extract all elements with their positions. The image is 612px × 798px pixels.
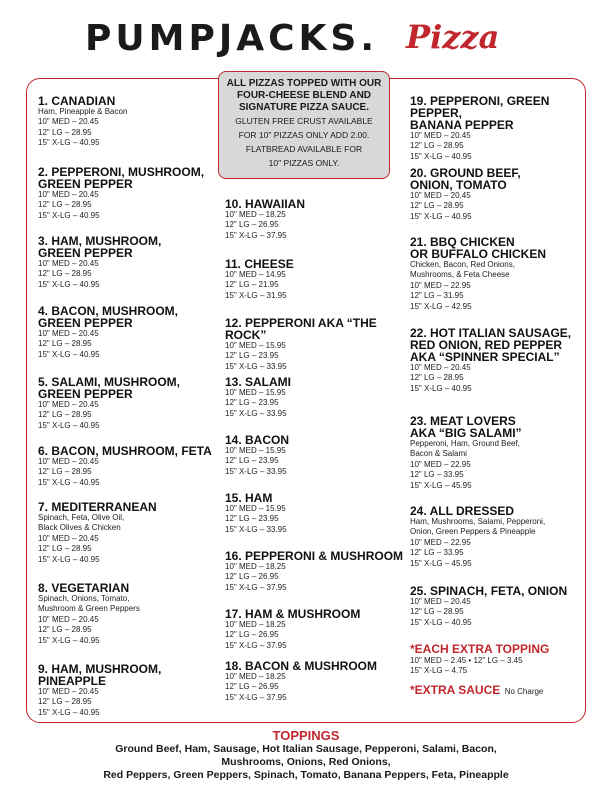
notice-head-line: ALL PIZZAS TOPPED WITH OUR [226, 78, 382, 89]
menu-item-price: 10" MED – 18.25 [225, 620, 286, 629]
extras-block [410, 643, 600, 697]
menu-item-price: 15" X-LG – 37.95 [225, 640, 287, 650]
menu-item-name: 20. GROUND BEEF, [410, 166, 521, 180]
menu-item-name: OR BUFFALO CHICKEN [410, 247, 546, 261]
menu-item-price: 15" X-LG – 40.95 [38, 554, 100, 564]
menu-item-description: Black Olives & Chicken [38, 523, 121, 533]
menu-item-name: 21. BBQ CHICKEN [410, 235, 515, 249]
menu-item [410, 236, 590, 312]
menu-item [38, 445, 218, 488]
menu-item-price: 12" LG – 26.95 [225, 572, 279, 582]
notice-line: 10" PIZZAS ONLY. [268, 158, 340, 168]
menu-item-name: BANANA PEPPER [410, 118, 514, 132]
menu-item [225, 198, 405, 241]
menu-item-price: 12" LG – 28.95 [38, 544, 92, 554]
menu-item [38, 166, 218, 221]
menu-item-name: 7. MEDITERRANEAN [38, 500, 157, 514]
menu-item-name: 14. BACON [225, 433, 290, 447]
menu-item-price: 15" X-LG – 40.95 [38, 279, 100, 289]
menu-item-price: 12" LG – 28.95 [38, 467, 92, 477]
menu-item-price: 15" X-LG – 37.95 [225, 582, 287, 592]
brand-wordmark: PUMPJACKS. [85, 18, 379, 59]
notice-line: FLATBREAD AVAILABLE FOR [245, 144, 363, 154]
menu-item-price: 10" MED – 22.95 [410, 537, 471, 547]
menu-item-price: 15" X-LG – 45.95 [410, 558, 472, 568]
menu-item-price: 10" MED – 22.95 [410, 459, 471, 469]
extra-topping-price: 15" X-LG – 4.75 [410, 666, 468, 676]
menu-item-price: 12" LG – 26.95 [225, 220, 279, 230]
menu-item-name: 11. CHEESE [225, 257, 294, 271]
menu-item-price: 10" MED – 18.25 [225, 562, 286, 571]
toppings-section [0, 728, 612, 782]
notice-line: FOR 10" PIZZAS ONLY ADD 2.00. [238, 130, 370, 140]
menu-item-name: 1. CANADIAN [38, 94, 116, 108]
menu-item [38, 376, 218, 431]
menu-item-price: 15" X-LG – 40.95 [410, 151, 472, 161]
menu-item-price: 12" LG – 33.95 [410, 470, 464, 480]
menu-item-price: 12" LG – 23.95 [225, 514, 279, 524]
menu-item-name: 23. MEAT LOVERS [410, 414, 516, 428]
menu-item [38, 305, 218, 360]
notice-head-line: SIGNATURE PIZZA SAUCE. [238, 102, 369, 113]
menu-item-name: 2. PEPPERONI, MUSHROOM, [38, 165, 205, 179]
menu-item-name: RED ONION, RED PEPPER [410, 338, 563, 352]
menu-item [225, 258, 405, 301]
menu-item-description: Mushroom & Green Peppers [38, 604, 140, 614]
menu-item [410, 327, 590, 394]
menu-item [225, 317, 405, 372]
menu-item-price: 10" MED – 15.95 [225, 504, 286, 513]
menu-item-price: 12" LG – 28.95 [38, 127, 92, 137]
menu-item [410, 415, 590, 491]
menu-item-name: 25. SPINACH, FETA, ONION [410, 584, 568, 598]
menu-item [410, 95, 590, 162]
menu-item-price: 10" MED – 15.95 [225, 388, 286, 397]
menu-item-description: Spinach, Onions, Tomato, [38, 594, 130, 603]
menu-item-description: Ham, Pineapple & Bacon [38, 107, 128, 116]
brand-script-pizza: Pizza [406, 18, 500, 56]
menu-item-price: 12" LG – 23.95 [225, 351, 279, 361]
menu-item-price: 12" LG – 28.95 [410, 373, 464, 383]
menu-item-name: 5. SALAMI, MUSHROOM, [38, 375, 181, 389]
menu-item-price: 10" MED – 14.95 [225, 270, 286, 279]
extra-sauce-title: *EXTRA SAUCE [410, 682, 501, 697]
menu-item-price: 10" MED – 20.45 [38, 329, 99, 338]
menu-item-price: 10" MED – 20.45 [410, 363, 471, 372]
pizza-notice-box [218, 71, 390, 179]
menu-item-price: 15" X-LG – 40.95 [410, 617, 472, 627]
menu-item-name: 6. BACON, MUSHROOM, FETA [38, 444, 212, 458]
menu-item [225, 492, 405, 535]
menu-item [410, 585, 590, 628]
menu-header [0, 0, 612, 80]
menu-item-price: 10" MED – 20.45 [38, 457, 99, 466]
menu-item-price: 10" MED – 18.25 [225, 210, 286, 219]
menu-item-price: 15" X-LG – 33.95 [225, 408, 287, 418]
menu-item-name: 24. ALL DRESSED [410, 504, 515, 518]
menu-item-price: 10" MED – 22.95 [410, 280, 471, 290]
menu-item-name: GREEN PEPPER [38, 387, 133, 401]
menu-item-price: 12" LG – 26.95 [225, 630, 279, 640]
menu-item-price: 12" LG – 28.95 [38, 200, 92, 210]
menu-item-name: 8. VEGETARIAN [38, 581, 130, 595]
extra-sauce-line [410, 683, 600, 697]
menu-item-name: 13. SALAMI [225, 375, 292, 389]
menu-item-name: GREEN PEPPER [38, 316, 133, 330]
toppings-line: Mushrooms, Onions, Red Onions, [221, 756, 391, 768]
menu-item [225, 660, 405, 703]
menu-item-price: 15" X-LG – 40.95 [38, 477, 100, 487]
extra-topping-title: *EACH EXTRA TOPPING [410, 642, 550, 656]
menu-item-price: 12" LG – 28.95 [410, 201, 464, 211]
menu-item-name: 16. PEPPERONI & MUSHROOM [225, 549, 404, 563]
menu-item-description: Onion, Green Peppers & Pineapple [410, 527, 536, 537]
toppings-line: Red Peppers, Green Peppers, Spinach, Tomato, Banana Peppers, Feta, Pineapple [103, 769, 509, 781]
menu-item-price: 12" LG – 28.95 [38, 269, 92, 279]
menu-item-price: 10" MED – 20.45 [38, 259, 99, 268]
menu-item [225, 434, 405, 477]
menu-item-price: 10" MED – 15.95 [225, 341, 286, 350]
menu-item-price: 10" MED – 20.45 [38, 687, 99, 696]
menu-item [410, 167, 590, 222]
menu-item-price: 10" MED – 20.45 [410, 597, 471, 606]
menu-item-price: 15" X-LG – 31.95 [225, 290, 287, 300]
menu-item-price: 10" MED – 18.25 [225, 672, 286, 681]
menu-item [38, 95, 218, 149]
menu-item-price: 12" LG – 23.95 [225, 456, 279, 466]
menu-item-price: 12" LG – 23.95 [225, 398, 279, 408]
menu-item [225, 550, 405, 593]
menu-item-name: PINEAPPLE [38, 674, 107, 688]
menu-item-name: GREEN PEPPER [38, 246, 133, 260]
menu-item-price: 15" X-LG – 42.95 [410, 301, 472, 311]
menu-item-price: 15" X-LG – 40.95 [410, 211, 472, 221]
menu-item [38, 663, 218, 718]
menu-item [225, 376, 405, 419]
menu-item-price: 12" LG – 28.95 [38, 410, 92, 420]
menu-item [225, 608, 405, 651]
menu-item-name: 15. HAM [225, 491, 273, 505]
toppings-title: TOPPINGS [272, 728, 340, 743]
menu-item-price: 10" MED – 15.95 [225, 446, 286, 455]
menu-item-price: 10" MED – 20.45 [38, 533, 99, 543]
menu-item-price: 15" X-LG – 40.95 [410, 383, 472, 393]
menu-item-name: 18. BACON & MUSHROOM [225, 659, 378, 673]
extra-topping-price: 10" MED – 2.45 • 12" LG – 3.45 [410, 656, 523, 665]
menu-item-name: GREEN PEPPER [38, 177, 133, 191]
menu-item-price: 12" LG – 28.95 [38, 697, 92, 707]
menu-item-name: ONION, TOMATO [410, 178, 507, 192]
menu-item-price: 10" MED – 20.45 [38, 400, 99, 409]
menu-item-price: 12" LG – 28.95 [38, 339, 92, 349]
notice-line: GLUTEN FREE CRUST AVAILABLE [235, 116, 373, 126]
menu-item-price: 15" X-LG – 40.95 [38, 349, 100, 359]
menu-item-price: 12" LG – 26.95 [225, 682, 279, 692]
menu-item-price: 10" MED – 20.45 [410, 131, 471, 140]
menu-item-name: 4. BACON, MUSHROOM, [38, 304, 179, 318]
menu-item-price: 15" X-LG – 33.95 [225, 524, 287, 534]
menu-item [410, 505, 590, 569]
menu-item-name: 12. PEPPERONI AKA “THE ROCK” [225, 316, 377, 342]
extra-sauce-price: No Charge [504, 686, 544, 696]
menu-item-price: 15" X-LG – 40.95 [38, 210, 100, 220]
menu-item-description: Mushrooms, & Feta Cheese [410, 270, 510, 280]
menu-item-name: 10. HAWAIIAN [225, 197, 306, 211]
menu-item-price: 12" LG – 21.95 [225, 280, 279, 290]
menu-item-name: 19. PEPPERONI, GREEN PEPPER, [410, 94, 550, 120]
menu-item-price: 15" X-LG – 40.95 [38, 138, 100, 148]
toppings-line: Ground Beef, Ham, Sausage, Hot Italian Sausage, Pepperoni, Salami, Bacon, [115, 743, 497, 755]
menu-item-name: 17. HAM & MUSHROOM [225, 607, 361, 621]
menu-item-name: 9. HAM, MUSHROOM, [38, 662, 162, 676]
menu-item-price: 15" X-LG – 37.95 [225, 230, 287, 240]
notice-head-line: FOUR-CHEESE BLEND AND [236, 90, 372, 101]
menu-item-description: Pepperoni, Ham, Ground Beef, [410, 439, 520, 448]
menu-item-description: Spinach, Feta, Olive Oil, [38, 513, 125, 522]
menu-item-price: 15" X-LG – 37.95 [225, 692, 287, 702]
menu-item-name: 22. HOT ITALIAN SAUSAGE, [410, 326, 572, 340]
menu-item-price: 12" LG – 28.95 [38, 625, 92, 635]
menu-item [38, 582, 218, 646]
menu-item-name: AKA “SPINNER SPECIAL” [410, 350, 560, 364]
menu-item-price: 12" LG – 28.95 [410, 607, 464, 617]
menu-item-price: 10" MED – 20.45 [38, 190, 99, 199]
menu-item-name: 3. HAM, MUSHROOM, [38, 234, 162, 248]
menu-item-name: AKA “BIG SALAMI” [410, 426, 522, 440]
menu-item-price: 10" MED – 20.45 [38, 117, 99, 127]
menu-item-price: 10" MED – 20.45 [38, 614, 99, 624]
menu-item [38, 235, 218, 290]
menu-item-price: 15" X-LG – 40.95 [38, 635, 100, 645]
menu-item-price: 15" X-LG – 33.95 [225, 466, 287, 476]
menu-item-price: 10" MED – 20.45 [410, 191, 471, 200]
menu-item-price: 15" X-LG – 45.95 [410, 480, 472, 490]
menu-item-price: 15" X-LG – 33.95 [225, 361, 287, 371]
menu-item-price: 15" X-LG – 40.95 [38, 420, 100, 430]
menu-item-description: Chicken, Bacon, Red Onions, [410, 260, 515, 269]
menu-item-description: Bacon & Salami [410, 449, 467, 459]
menu-item-price: 12" LG – 33.95 [410, 548, 464, 558]
menu-item-price: 12" LG – 31.95 [410, 291, 464, 301]
menu-item-description: Ham, Mushrooms, Salami, Pepperoni, [410, 517, 546, 526]
menu-item-price: 12" LG – 28.95 [410, 141, 464, 151]
menu-item [38, 501, 218, 565]
menu-item-price: 15" X-LG – 40.95 [38, 707, 100, 717]
